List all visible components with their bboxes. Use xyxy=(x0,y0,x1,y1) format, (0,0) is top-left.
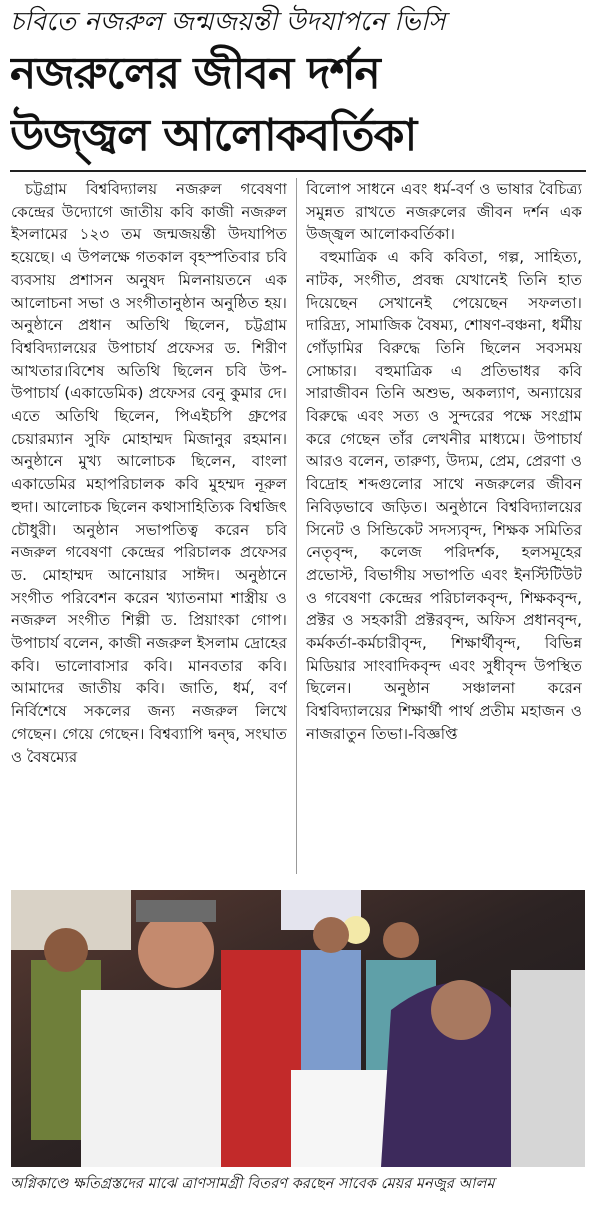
photo-caption: অগ্নিকাণ্ডে ক্ষতিগ্রস্তদের মাঝে ত্রাণসামগ্রী বিতরণ করছেন সাবেক মেয়র মনজুর আলম xyxy=(10,1175,495,1192)
headline-line-2: উজ্জ্বল আলোকবর্তিকা xyxy=(10,110,417,161)
headline-line-1: নজরুলের জীবন দর্শন xyxy=(10,48,380,99)
headline-rule xyxy=(10,170,586,172)
article-column-right xyxy=(306,178,582,878)
article-column-left xyxy=(11,178,287,878)
article-paragraph: চট্টগ্রাম বিশ্ববিদ্যালয় নজরুল গবেষণা কেন্দ্রের উদ্যোগে জাতীয় কবি কাজী নজরুল ইসলামের ১২৩ তম জন্মজয়ন্তী উদযাপিত হয়েছে। এ উপলক্ষে গতকাল বৃহস্পতিবার চবি ব্যবসায় প্রশাসন অনুষদ মিলনায়তনে এক আলোচনা সভা ও সংগীতানুষ্ঠান অনুষ্ঠিত হয়। অনুষ্ঠানে প্রধান অতিথি ছিলেন, চট্টগ্রাম বিশ্ববিদ্যালয়ের উপাচার্য প্রফেসর ড. শিরীণ আখতার।বিশেষ অতিথি ছিলেন চবি উপ-উপাচার্য (একাডেমিক) প্রফেসর বেনু কুমার দে। এতে অতিথি ছিলেন, পিএইচপি গ্রুপের চেয়ারম্যান সুফি মোহাম্মদ মিজানুর রহমান। অনুষ্ঠানে মুখ্য আলোচক ছিলেন, বাংলা একাডেমির মহাপরিচালক কবি মুহম্মদ নূরুল হুদা। আলোচক ছিলেন কথাসাহিত্যিক বিশ্বজিৎ চৌধুরী। অনুষ্ঠান সভাপতিত্ব করেন চবি নজরুল গবেষণা কেন্দ্রের পরিচালক প্রফেসর ড. মোহাম্মদ আনোয়ার সাঈদ। অনুষ্ঠানে সংগীত পরিবেশন করেন খ্যাতনামা শাস্ত্রীয় ও নজরুল সংগীত শিল্পী ড. প্রিয়াংকা গোপ। উপাচার্য বলেন, কাজী নজরুল ইসলাম দ্রোহের কবি। ভালোবাসার কবি। মানবতার কবি। আমাদের জাতীয় কবি। জাতি, ধর্ম, বর্ণ নির্বিশেষে সকলের জন্য নজরুল লিখে গেছেন। গেয়ে গেছেন। বিশ্বব্যাপি দ্বন্দ্ব, সংঘাত ও বৈষম্যের xyxy=(11,180,287,766)
article-paragraph: বহুমাত্রিক এ কবি কবিতা, গল্প, সাহিত্য, নাটক, সংগীত, প্রবন্ধ যেখানেই তিনি হাত দিয়েছেন সেখানেই পেয়েছেন সফলতা। দারিদ্র্য, সামাজিক বৈষম্য, শোষণ-বঞ্চনা, ধর্মীয় গোঁড়ামির বিরুদ্ধে তিনি ছিলেন সবসময় সোচ্চার। বহুমাত্রিক এ প্রতিভাধর কবি সারাজীবন তিনি অশুভ, অকল্যাণ, অন্যায়ের বিরুদ্ধে এবং সত্য ও সুন্দরের পক্ষে সংগ্রাম করে গেছেন তাঁর লেখনীর মাধ্যমে। উপাচার্য আরও বলেন, তারুণ্য, উদ্যম, প্রেম, প্রেরণা ও বিদ্রোহ শব্দগুলোর সাথে নজরুলের জীবন নিবিড়ভাবে জড়িত। অনুষ্ঠানে বিশ্ববিদ্যালয়ের সিনেট ও সিন্ডিকেট সদস্যবৃন্দ, শিক্ষক সমিতির নেতৃবৃন্দ, কলেজ পরিদর্শক, হলসমূহের প্রভোস্ট, বিভাগীয় সভাপতি এবং ইনস্টিটিউট ও গবেষণা কেন্দ্রের পরিচালকবৃন্দ, শিক্ষকবৃন্দ, প্রক্টর ও সহকারী প্রক্টরবৃন্দ, অফিস প্রধানবৃন্দ, কর্মকর্তা-কর্মচারীবৃন্দ, শিক্ষার্থীবৃন্দ, বিভিন্ন মিডিয়ার সাংবাদিকবৃন্দ এবং সুধীবৃন্দ উপস্থিত ছিলেন। অনুষ্ঠান সঞ্চালনা করেন বিশ্ববিদ্যালয়ের শিক্ষার্থী পার্থ প্রতীম মহাজন ও নাজরাতুন তিভা।-বিজ্ঞপ্তি xyxy=(306,248,582,743)
article-paragraph: বিলোপ সাধনে এবং ধর্ম-বর্ণ ও ভাষার বৈচিত্র্য সমুন্নত রাখতে নজরুলের জীবন দর্শন এক উজ্জ্বল আলোকবর্তিকা। xyxy=(306,180,582,244)
news-photo xyxy=(11,890,585,1167)
kicker: চবিতে নজরুল জন্মজয়ন্তী উদযাপনে ভিসি xyxy=(10,7,446,37)
column-divider xyxy=(296,178,297,874)
